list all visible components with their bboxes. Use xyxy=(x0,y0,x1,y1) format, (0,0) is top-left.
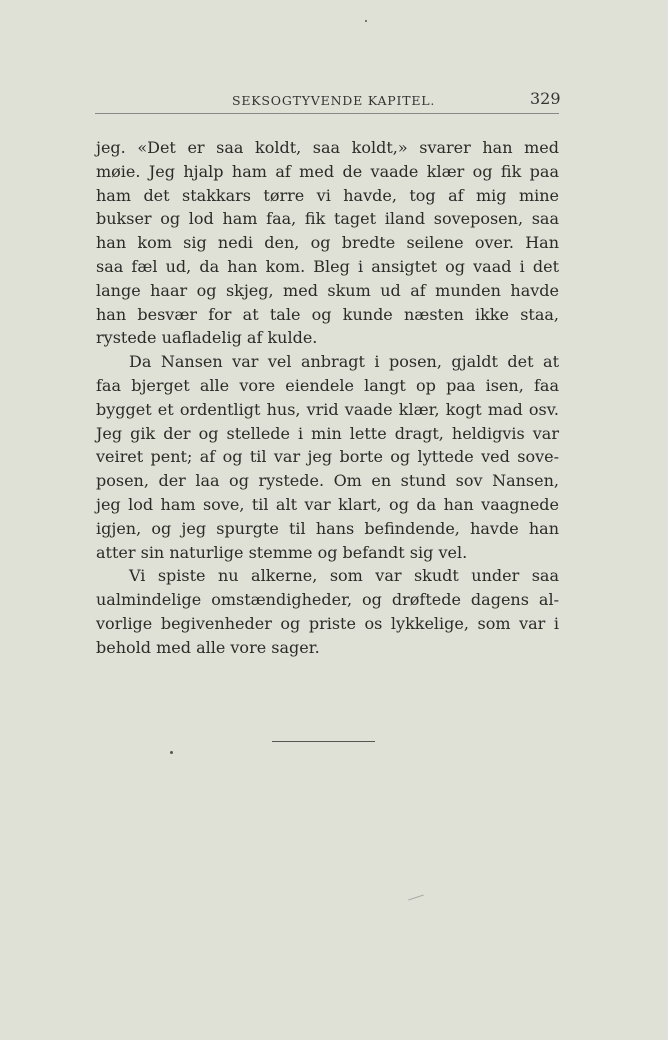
text-line: veiret pent; af og til var jeg borte og lyttede ved sove- xyxy=(96,447,559,467)
text-line: rystede uafladelig af kulde. xyxy=(96,328,318,348)
text-line: lange haar og skjeg, med skum ud af munden havde xyxy=(96,280,559,300)
text-line: igjen, og jeg spurgte til hans befindende, havde han xyxy=(96,518,559,538)
text-line: behold med alle vore sager. xyxy=(96,637,320,657)
text-line: han kom sig nedi den, og bredte seilene over. Han xyxy=(96,233,559,253)
text-line: bukser og lod ham faa, fik taget iland soveposen, saa xyxy=(96,209,559,229)
text-line: faa bjerget alle vore eiendele langt op paa isen, faa xyxy=(96,375,559,395)
text-line: Da Nansen var vel anbragt i posen, gjaldt det at xyxy=(129,352,559,372)
text-line: han besvær for at tale og kunde næsten ikke staa, xyxy=(96,304,559,324)
text-line: ham det stakkars tørre vi havde, tog af mig mine xyxy=(96,185,559,205)
page-number: 329 xyxy=(530,89,561,108)
header-rule xyxy=(95,113,559,114)
text-line: Jeg gik der og stellede i min lette dragt, heldigvis var xyxy=(96,423,559,443)
text-line: møie. Jeg hjalp ham af med de vaade klær og fik paa xyxy=(96,161,559,181)
paper-speck xyxy=(170,751,173,754)
text-line: atter sin naturlige stemme og befandt sig vel. xyxy=(96,542,468,562)
text-line: Vi spiste nu alkerne, som var skudt under saa xyxy=(129,566,559,586)
text-line: vorlige begivenheder og priste os lykkelige, som var i xyxy=(96,613,559,633)
running-header-title: SEKSOGTYVENDE KAPITEL. xyxy=(232,93,436,108)
text-line: ualmindelige omstændigheder, og drøftede dagens al- xyxy=(96,590,559,610)
text-line: posen, der laa og rystede. Om en stund sov Nansen, xyxy=(96,471,559,491)
text-line: jeg lod ham sove, til alt var klart, og da han vaagnede xyxy=(96,494,559,514)
text-line: bygget et ordentligt hus, vrid vaade klær, kogt mad osv. xyxy=(96,399,559,419)
paper-mark xyxy=(408,895,424,901)
text-line: saa fæl ud, da han kom. Bleg i ansigtet og vaad i det xyxy=(96,256,559,276)
body-text xyxy=(96,136,559,660)
paper-speck xyxy=(365,20,367,22)
chapter-end-rule xyxy=(272,741,375,742)
text-line: jeg. «Det er saa koldt, saa koldt,» svarer han med xyxy=(96,138,559,157)
